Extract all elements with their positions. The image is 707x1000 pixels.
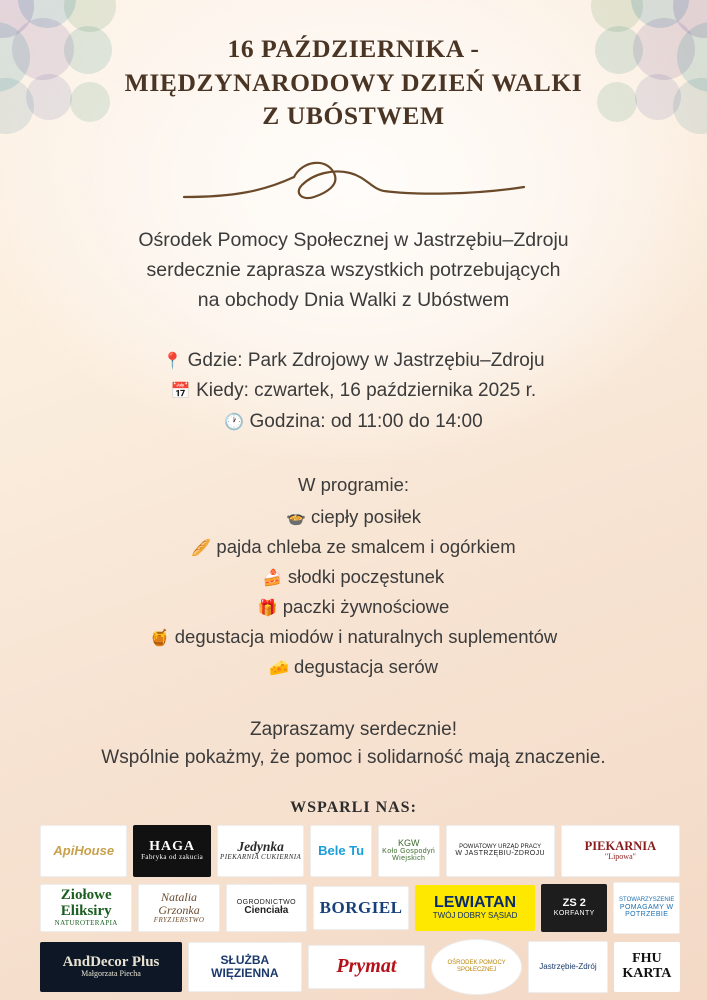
closing-line-2: Wspólnie pokażmy, że pomoc i solidarność mają znaczenie. (101, 747, 606, 769)
sponsor-logo-sub: Koło Gospodyń Wiejskich (382, 848, 436, 863)
bread-icon: 🥖 (191, 537, 212, 557)
sponsor-logo-borgiel (313, 886, 409, 930)
sponsor-logo-zs2-korfanty (541, 884, 607, 932)
list-item (40, 622, 667, 652)
detail-location-text: Gdzie: Park Zdrojowy w Jastrzębiu–Zdroju (187, 349, 545, 371)
sponsor-logo-stowarzyszenie (613, 882, 680, 934)
location-pin-icon: 📍 (162, 350, 183, 370)
program-item-text: paczki żywnościowe (282, 595, 450, 617)
sponsor-logo-natalia-grzonka (138, 884, 219, 932)
sponsor-logo-sub: TWÓJ DOBRY SĄSIAD (432, 910, 518, 920)
list-item (40, 502, 667, 532)
honey-pot-icon: 🍯 (149, 627, 170, 647)
sponsor-logo-sub: "Lipowa" (604, 852, 636, 862)
sponsor-logo-sub: Małgorzata Piecha (81, 969, 141, 979)
program-item-text: słodki poczęstunek (287, 565, 445, 587)
page-title (74, 32, 634, 133)
sponsor-logo-ziolowe-eliksiry (40, 884, 132, 932)
heart-flourish-divider (174, 147, 534, 209)
sponsor-logo-label: HAGA (149, 838, 196, 854)
sponsor-logo-fhu-karta (614, 942, 680, 992)
sponsor-logo-label: OŚRODEK POMOCY SPOŁECZNEJ (447, 960, 506, 973)
gift-icon: 🎁 (257, 597, 278, 617)
title-line-2: MIĘDZYNARODOWY DZIEŃ WALKI (124, 67, 583, 97)
list-item (40, 562, 667, 592)
sponsor-logo-label: LEWIATAN (434, 894, 517, 912)
sponsor-logo-sub: KORFANTY (553, 909, 595, 917)
list-item (40, 652, 667, 682)
detail-time (84, 407, 624, 438)
sponsor-logo-row-3 (40, 939, 680, 995)
sponsor-logo-sub: POMAGAMY W POTRZEBIE (619, 903, 674, 918)
sponsors-heading: WSPARLI NAS: (290, 798, 417, 816)
sponsor-logo-sub: FRYZJERSTWO (153, 915, 205, 924)
sponsor-logo-row-1 (40, 825, 680, 877)
sponsor-logo-label: ZS 2 (562, 897, 586, 910)
closing-paragraph (54, 716, 654, 773)
program-heading: W programie: (297, 473, 410, 495)
sponsor-logo-anddecor-plus (40, 942, 182, 992)
title-line-3: Z UBÓSTWEM (262, 101, 445, 131)
clock-icon: 🕐 (224, 412, 245, 432)
sponsor-logo-label: SŁUŻBA WIĘZIENNA (211, 953, 279, 980)
sponsor-logo-haga (133, 825, 210, 877)
list-item (40, 592, 667, 622)
sponsor-logo-label: AndDecor Plus (62, 953, 160, 970)
sponsor-logo-label: POWIATOWY URZĄD PRACY (459, 843, 542, 850)
title-line-1: 16 PAŹDZIERNIKA - (227, 34, 480, 63)
program-item-text: ciepły posiłek (311, 505, 422, 527)
sponsor-logo-label: FHU KARTA (622, 951, 672, 981)
soup-bowl-icon: 🍲 (285, 507, 306, 527)
sponsor-logo-label: Bele Tu (318, 842, 365, 858)
closing-line-1: Zapraszamy serdecznie! (250, 718, 457, 740)
intro-line-3: na obchody Dnia Walki z Ubóstwem (197, 289, 510, 312)
sponsor-logo-label: PIEKARNIA (584, 838, 657, 853)
sponsor-logo-lewiatan (415, 885, 535, 931)
program-item-text: pajda chleba ze smalcem i ogórkiem (216, 535, 516, 557)
sponsor-logo-sub: Fabryka od zakucia (141, 853, 204, 862)
sponsor-logo-label: BORGIEL (319, 897, 403, 917)
sponsor-logo-apihouse (40, 825, 127, 877)
sponsor-logo-label: OGRODNICTWO (236, 898, 296, 906)
intro-line-2: serdecznie zaprasza wszystkich potrzebujących (146, 259, 561, 282)
sponsor-logo-sub: PIEKARNIA CUKIERNIA (220, 853, 302, 862)
sponsor-logo-piekarnia-lipowa (561, 825, 680, 877)
sponsor-logo-label: Jastrzębie-Zdrój (539, 961, 597, 971)
detail-date (84, 376, 624, 407)
sponsor-logo-sub: W JASTRZĘBIU-ZDROJU (455, 850, 545, 858)
sponsor-logo-jastrzebie-zdroj (528, 941, 608, 993)
sponsor-logo-label: Jedynka (237, 838, 284, 854)
sponsor-logo-sub: NATUROTERAPIA (54, 918, 118, 927)
sponsor-logo-powiatowy-urzad-pracy (446, 825, 555, 877)
program-item-text: degustacja miodów i naturalnych suplementów (174, 625, 558, 647)
calendar-icon: 📅 (170, 381, 191, 401)
detail-location (84, 346, 624, 377)
sponsor-logo-label: KGW (397, 837, 420, 848)
sponsor-logo-jedynka (217, 825, 304, 877)
sponsor-logo-osrodek-pomocy-spolecznej (431, 939, 522, 995)
sponsor-logo-beletu (310, 825, 372, 877)
sponsor-logo-prymat (308, 945, 425, 989)
sponsor-logo-label: Prymat (336, 955, 397, 978)
sponsor-logo-row-2 (40, 882, 680, 934)
detail-time-text: Godzina: od 11:00 do 14:00 (249, 411, 483, 433)
event-details (84, 346, 624, 438)
sponsor-logo-sub: Cienciała (244, 905, 289, 917)
program-list (40, 502, 667, 682)
detail-date-text: Kiedy: czwartek, 16 października 2025 r. (196, 380, 537, 402)
intro-paragraph (84, 225, 624, 316)
intro-line-1: Ośrodek Pomocy Społecznej w Jastrzębiu–Zdroju (138, 228, 569, 251)
cheese-icon: 🧀 (268, 657, 289, 677)
sponsor-logo-label: ApiHouse (53, 842, 115, 858)
cake-icon: 🍰 (262, 567, 283, 587)
sponsor-logo-kgw (378, 825, 440, 877)
list-item (40, 532, 667, 562)
sponsor-logo-label: STOWARZYSZENIE (619, 897, 675, 904)
sponsor-logo-label: Natalia Grzonka (158, 890, 200, 918)
sponsor-logo-ogrodnictwo-cienciala (226, 884, 307, 932)
sponsor-logo-sluzba-wiezienna (188, 942, 302, 992)
sponsor-logo-label: Ziołowe Eliksiry (60, 887, 112, 920)
sponsor-logos (40, 825, 680, 995)
program-item-text: degustacja serów (294, 655, 439, 677)
